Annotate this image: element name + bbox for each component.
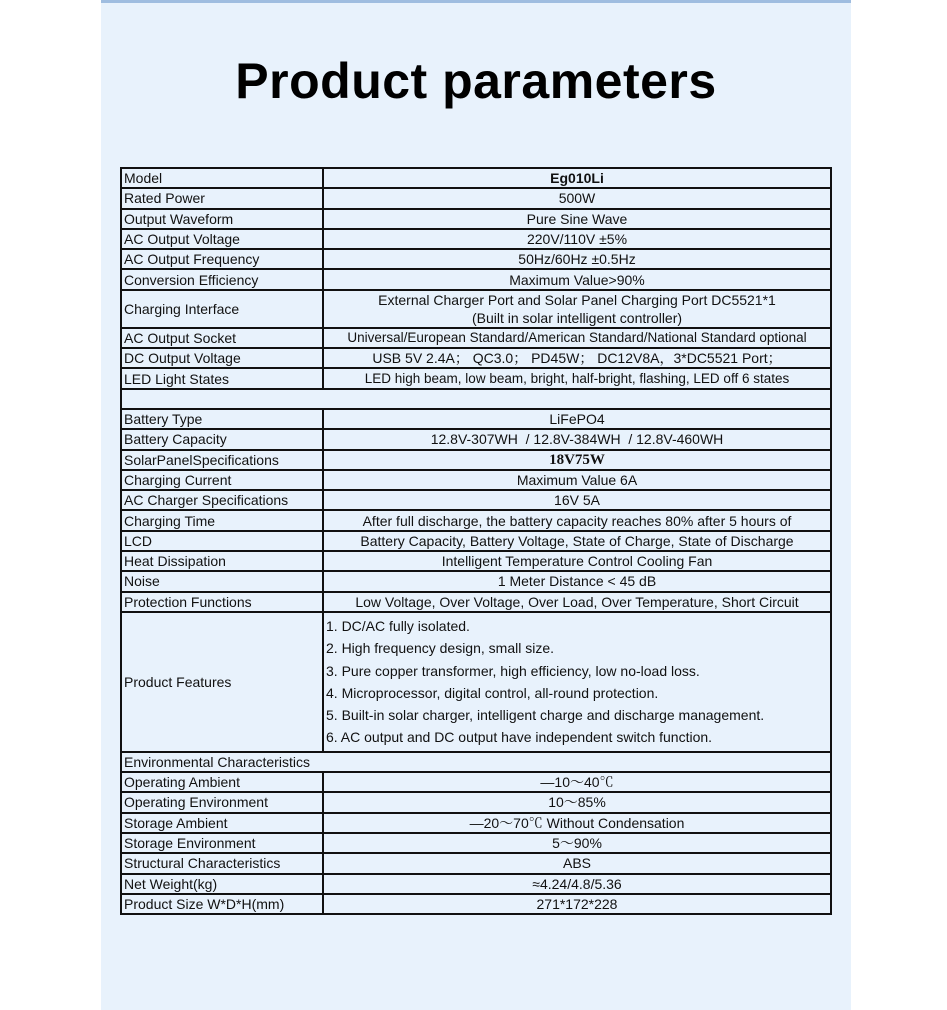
table-row: [121, 551, 831, 571]
top-accent-bar: [101, 0, 851, 3]
row-value: [323, 290, 831, 328]
row-label: AC Output Frequency: [121, 249, 323, 269]
table-row: [121, 229, 831, 249]
row-value: After full discharge, the battery capacity reaches 80% after 5 hours of: [323, 510, 831, 530]
row-label: Charging Current: [121, 470, 323, 490]
row-label: Operating Environment: [121, 792, 323, 812]
row-label: Product Features: [121, 612, 323, 752]
feature-item: 5. Built-in solar charger, intelligent charge and discharge management.: [326, 707, 765, 724]
row-value: Low Voltage, Over Voltage, Over Load, Over Temperature, Short Circuit: [323, 592, 831, 612]
table-row: [121, 531, 831, 551]
row-label: AC Output Socket: [121, 328, 323, 348]
row-label: Product Size W*D*H(mm): [121, 894, 323, 914]
table-row: [121, 429, 831, 449]
table-row: [121, 592, 831, 612]
row-value: —10～40℃: [323, 772, 831, 792]
row-value: 18V75W: [323, 450, 831, 470]
feature-item: 2. High frequency design, small size.: [326, 640, 554, 657]
row-value: Universal/European Standard/American Standard/National Standard optional: [323, 328, 831, 348]
table-row: [121, 348, 831, 368]
feature-item: 1. DC/AC fully isolated.: [326, 617, 470, 634]
table-row: [121, 813, 831, 833]
table-row: [121, 894, 831, 914]
feature-item: 6. AC output and DC output have independent switch function.: [326, 729, 713, 746]
table-row: [121, 792, 831, 812]
row-value: 500W: [323, 188, 831, 208]
row-label: Storage Environment: [121, 833, 323, 853]
table-row: [121, 269, 831, 289]
row-label: Rated Power: [121, 188, 323, 208]
row-value: 50Hz/60Hz ±0.5Hz: [323, 249, 831, 269]
row-label: Operating Ambient: [121, 772, 323, 792]
row-label: Net Weight(kg): [121, 874, 323, 894]
row-value: Maximum Value 6A: [323, 470, 831, 490]
row-label: AC Charger Specifications: [121, 490, 323, 510]
row-value: LiFePO4: [323, 409, 831, 429]
table-row: [121, 450, 831, 470]
row-label: Charging Time: [121, 510, 323, 530]
table-row: [121, 368, 831, 388]
table-row: [121, 188, 831, 208]
feature-item: 4. Microprocessor, digital control, all-round protection.: [326, 684, 659, 701]
blank-separator-row: [121, 389, 831, 409]
row-label: Battery Type: [121, 409, 323, 429]
feature-list: [323, 612, 831, 752]
table-row: [121, 571, 831, 591]
row-value: Battery Capacity, Battery Voltage, State of Charge, State of Discharge: [323, 531, 831, 551]
table-row: [121, 290, 831, 328]
section-header: Environmental Characteristics: [121, 752, 831, 772]
content-panel: [101, 0, 851, 1010]
row-label: Model: [121, 168, 323, 188]
row-value: Maximum Value>90%: [323, 269, 831, 289]
row-value: 10～85%: [323, 792, 831, 812]
row-value: ABS: [323, 853, 831, 873]
row-value: LED high beam, low beam, bright, half-bright, flashing, LED off 6 states: [323, 368, 831, 388]
row-label: LCD: [121, 531, 323, 551]
table-row: [121, 168, 831, 188]
table-row: [121, 470, 831, 490]
row-label: DC Output Voltage: [121, 348, 323, 368]
spec-table: [120, 167, 832, 915]
row-label: Storage Ambient: [121, 813, 323, 833]
table-row: [121, 510, 831, 530]
row-label: Heat Dissipation: [121, 551, 323, 571]
row-value: 5～90%: [323, 833, 831, 853]
row-label: Protection Functions: [121, 592, 323, 612]
row-label: Structural Characteristics: [121, 853, 323, 873]
row-value: —20～70℃ Without Condensation: [323, 813, 831, 833]
row-value: Eg010Li: [323, 168, 831, 188]
section-header-row: [121, 752, 831, 772]
table-row-blank: [121, 389, 831, 409]
row-value: 271*172*228: [323, 894, 831, 914]
table-row: [121, 612, 831, 752]
table-row: [121, 772, 831, 792]
row-value: 16V 5A: [323, 490, 831, 510]
row-value: Pure Sine Wave: [323, 209, 831, 229]
table-row: [121, 409, 831, 429]
row-value: 12.8V-307WH / 12.8V-384WH / 12.8V-460WH: [323, 429, 831, 449]
row-label: Output Waveform: [121, 209, 323, 229]
row-value: 1 Meter Distance < 45 dB: [323, 571, 831, 591]
row-label: LED Light States: [121, 368, 323, 388]
row-label: Noise: [121, 571, 323, 591]
row-label: Battery Capacity: [121, 429, 323, 449]
value-line-1: External Charger Port and Solar Panel Charging Port DC5521*1: [378, 291, 776, 308]
table-row: [121, 209, 831, 229]
table-row: [121, 328, 831, 348]
row-label: SolarPanelSpecifications: [121, 450, 323, 470]
row-value: Intelligent Temperature Control Cooling Fan: [323, 551, 831, 571]
table-row: [121, 833, 831, 853]
row-label: Conversion Efficiency: [121, 269, 323, 289]
row-label: Charging Interface: [121, 290, 323, 328]
feature-item: 3. Pure copper transformer, high efficiency, low no-load loss.: [326, 662, 700, 679]
page-title: Product parameters: [235, 53, 717, 109]
row-value: 220V/110V ±5%: [323, 229, 831, 249]
row-label: AC Output Voltage: [121, 229, 323, 249]
table-row: [121, 853, 831, 873]
table-row: [121, 874, 831, 894]
table-row: [121, 249, 831, 269]
row-value: ≈4.24/4.8/5.36: [323, 874, 831, 894]
value-line-2: (Built in solar intelligent controller): [471, 309, 683, 326]
row-value: USB 5V 2.4A； QC3.0； PD45W； DC12V8A，3*DC5521 Port；: [323, 348, 831, 368]
table-row: [121, 490, 831, 510]
